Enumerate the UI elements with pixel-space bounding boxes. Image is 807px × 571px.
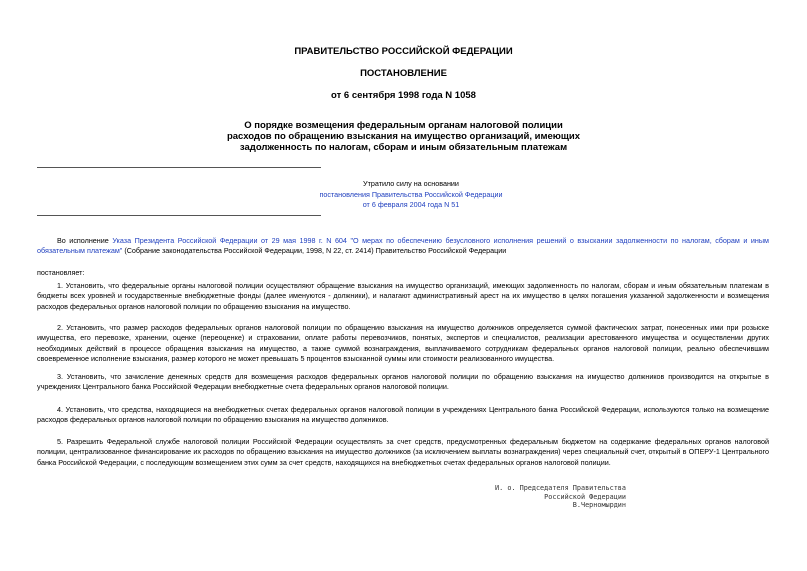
item-paragraph-4: 4. Установить, что средства, находящиеся на внебюджетных счетах федеральных органов налоговой полиции в учреждениях Центрального банка Российской Федерации, используются только на возмещение расходов федеральных органов налоговой полиции по обращению взыскания на имущество должников. xyxy=(37,405,769,425)
preamble-paragraph xyxy=(37,236,769,257)
title-line: расходов по обращению взыскания на имущество организаций, имеющих xyxy=(226,131,581,142)
status-note xyxy=(300,179,522,211)
item-paragraph-1: 1. Установить, что федеральные органы налоговой полиции осуществляют обращение взыскания на имущество организаций, имеющих задолженность по налогам, сборам и иным обязательным платежам в бюджеты всех уровней и государственные внебюджетные фонды (далее именуются - должники), и налагают административный арест на их имущество в целях погашения указанной задолженности и возмещения расходов федеральных органов налоговой полиции по обращению взыскания на имущество. xyxy=(37,281,769,311)
document-title xyxy=(0,120,807,153)
document-date-number: от 6 сентября 1998 года N 1058 xyxy=(331,90,476,101)
item-paragraph-3: 3. Установить, что зачисление денежных средств для возмещения расходов федеральных органов налоговой полиции по обращению взыскания на имущество должников производится на открытые в учреждениях Центрального банка Российской Федерации внебюджетные счета федеральных органов налоговой полиции. xyxy=(37,372,769,392)
item-paragraph-5: 5. Разрешить Федеральной службе налоговой полиции Российской Федерации осуществлять за счет средств, предусмотренных федеральным бюджетом на содержание федеральных органов налоговой полиции, централизованное финансирование их расходов по обращению взыскания на имущество должников (за исключением выплаты вознаграждения) через специальный счет, открытый в ОПЕРУ-1 Центрального банка Российской Федерации, с последующим возмещением этих сумм за счет средств, находящихся на внебюджетных счетах федеральных органов налоговой полиции. xyxy=(37,437,769,467)
resolves-text: постановляет: xyxy=(37,268,85,277)
title-line: задолженность по налогам, сборам и иным обязательным платежам xyxy=(239,142,568,153)
signature-title: И. о. Председателя Правительства xyxy=(495,484,626,492)
signature-country: Российской Федерации xyxy=(544,492,626,501)
repeal-link[interactable]: постановления Правительства Российской Федерации xyxy=(319,189,503,199)
separator-line xyxy=(37,167,321,168)
decree-link[interactable]: Указа Президента Российской Федерации от 29 мая 1998 г. N 604 "О мерах по обеспечению безусловного исполнения решений о взыскании задолженности по налогам, сборам и иным обязательным платежам" xyxy=(37,236,769,256)
repeal-link-date[interactable]: от 6 февраля 2004 года N 51 xyxy=(362,200,460,209)
signature-name: В.Черномырдин xyxy=(572,501,626,510)
status-text: Утратило силу на основании xyxy=(363,179,459,188)
preamble-prefix: Во исполнение xyxy=(57,236,113,245)
item-paragraph-2: 2. Установить, что размер расходов федеральных органов налоговой полиции по обращению взыскания на имущество должников определяется суммой фактических затрат, понесенных ими при розыске имущества, его перевозке, хранении, оценке (переоценке) и страховании, оплате работы перевозчиков, понятых, экспертов и специалистов, реализации арестованного имущества и осуществлении других необходимых действий в процессе обращения взыскания на имущество, а также суммой вознаграждения, выплачиваемого сотрудникам федеральных органов налоговой полиции, реально обеспечившим своевременное исполнение взыскания, размер которого не может превышать 5 процентов взысканной суммы или стоимости реализованного имущества. xyxy=(37,323,769,364)
separator-line xyxy=(37,215,321,216)
document-type: ПОСТАНОВЛЕНИЕ xyxy=(360,68,447,79)
government-heading: ПРАВИТЕЛЬСТВО РОССИЙСКОЙ ФЕДЕРАЦИИ xyxy=(294,46,513,57)
signature-block xyxy=(430,484,626,510)
title-line: О порядке возмещения федеральным органам налоговой полиции xyxy=(244,120,563,131)
preamble-suffix: (Собрание законодательства Российской Федерации, 1998, N 22, ст. 2414) Правительство Российской Федерации xyxy=(122,246,507,256)
